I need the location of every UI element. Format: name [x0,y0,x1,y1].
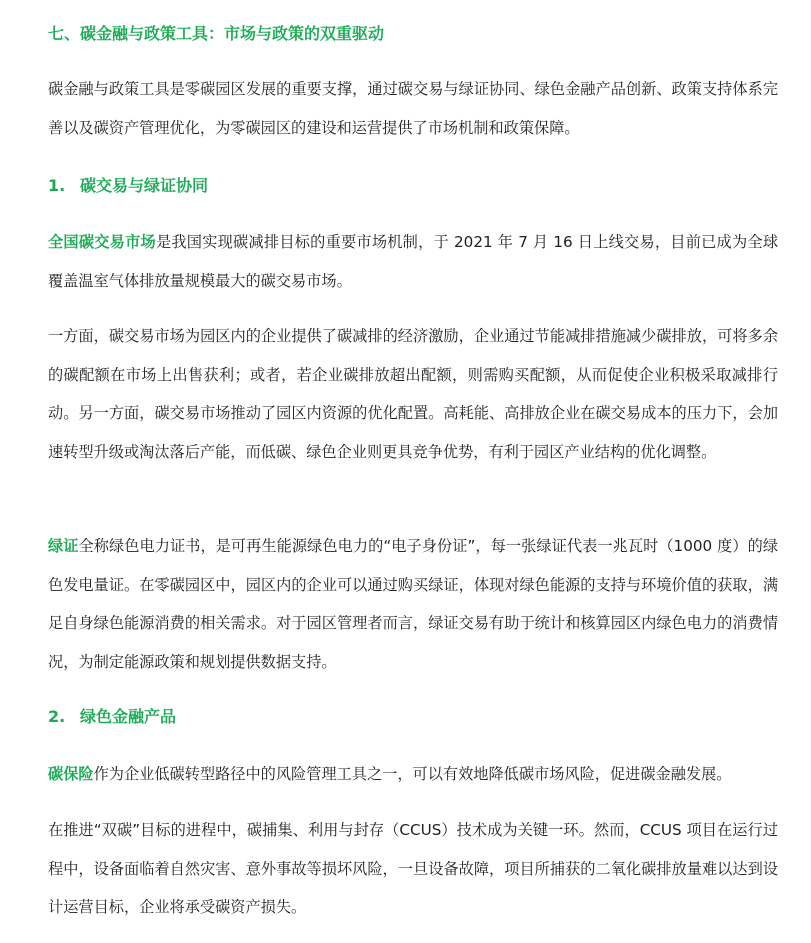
subsection-heading-1 [48,175,208,197]
subsection-heading-2 [48,706,176,728]
section-heading: 七、碳金融与政策工具：市场与政策的双重驱动 [48,24,385,43]
subsection-title: 绿色金融产品 [80,707,177,726]
highlight-term: 碳保险 [48,765,94,783]
highlight-term: 全国碳交易市场 [48,233,156,251]
carbon-market-paragraph [48,223,778,300]
subsection-number: 1. [48,176,66,195]
subsection-title: 碳交易与绿证协同 [80,176,209,195]
subsection-number: 2. [48,707,66,726]
paragraph-text: 是我国实现碳减排目标的重要市场机制，于 2021 年 7 月 16 日上线交易，目前已成为全球覆盖温室气体排放量规模最大的碳交易市场。 [48,233,779,290]
highlight-term: 绿证 [48,537,79,555]
ccus-paragraph: 在推进“双碳”目标的进程中，碳捕集、利用与封存（CCUS）技术成为关键一环。然而，CCUS 项目在运行过程中，设备面临着自然灾害、意外事故等损坏风险，一旦设备故障，项目所捕获的二氧化碳排放量难以达到设计运营目标，企业将承受碳资产损失。 [48,821,778,916]
paragraph-text: 全称绿色电力证书，是可再生能源绿色电力的“电子身份证”，每一张绿证代表一兆瓦时（1000 度）的绿色发电量证。在零碳园区中，园区内的企业可以通过购买绿证，体现对绿色能源的支持与环境价值的获取，满足自身绿色能源消费的相关需求。对于园区管理者而言，绿证交易有助于统计和核算园区内绿色电力的消费情况，为制定能源政策和规划提供数据支持。 [48,537,779,671]
green-certificate-paragraph [48,527,778,681]
section-intro-paragraph: 碳金融与政策工具是零碳园区发展的重要支撑，通过碳交易与绿证协同、绿色金融产品创新、政策支持体系完善以及碳资产管理优化，为零碳园区的建设和运营提供了市场机制和政策保障。 [48,80,778,137]
paragraph-text: 作为企业低碳转型路径中的风险管理工具之一，可以有效地降低碳市场风险，促进碳金融发展。 [93,765,732,783]
carbon-market-effects-paragraph: 一方面，碳交易市场为园区内的企业提供了碳减排的经济激励，企业通过节能减排措施减少碳排放，可将多余的碳配额在市场上出售获利；或者，若企业碳排放超出配额，则需购买配额，从而促使企业积极采取减排行动。另一方面，碳交易市场推动了园区内资源的优化配置。高耗能、高排放企业在碳交易成本的压力下，会加速转型升级或淘汰落后产能，而低碳、绿色企业则更具竞争优势，有利于园区产业结构的优化调整。 [48,327,778,461]
carbon-insurance-paragraph [48,755,778,794]
